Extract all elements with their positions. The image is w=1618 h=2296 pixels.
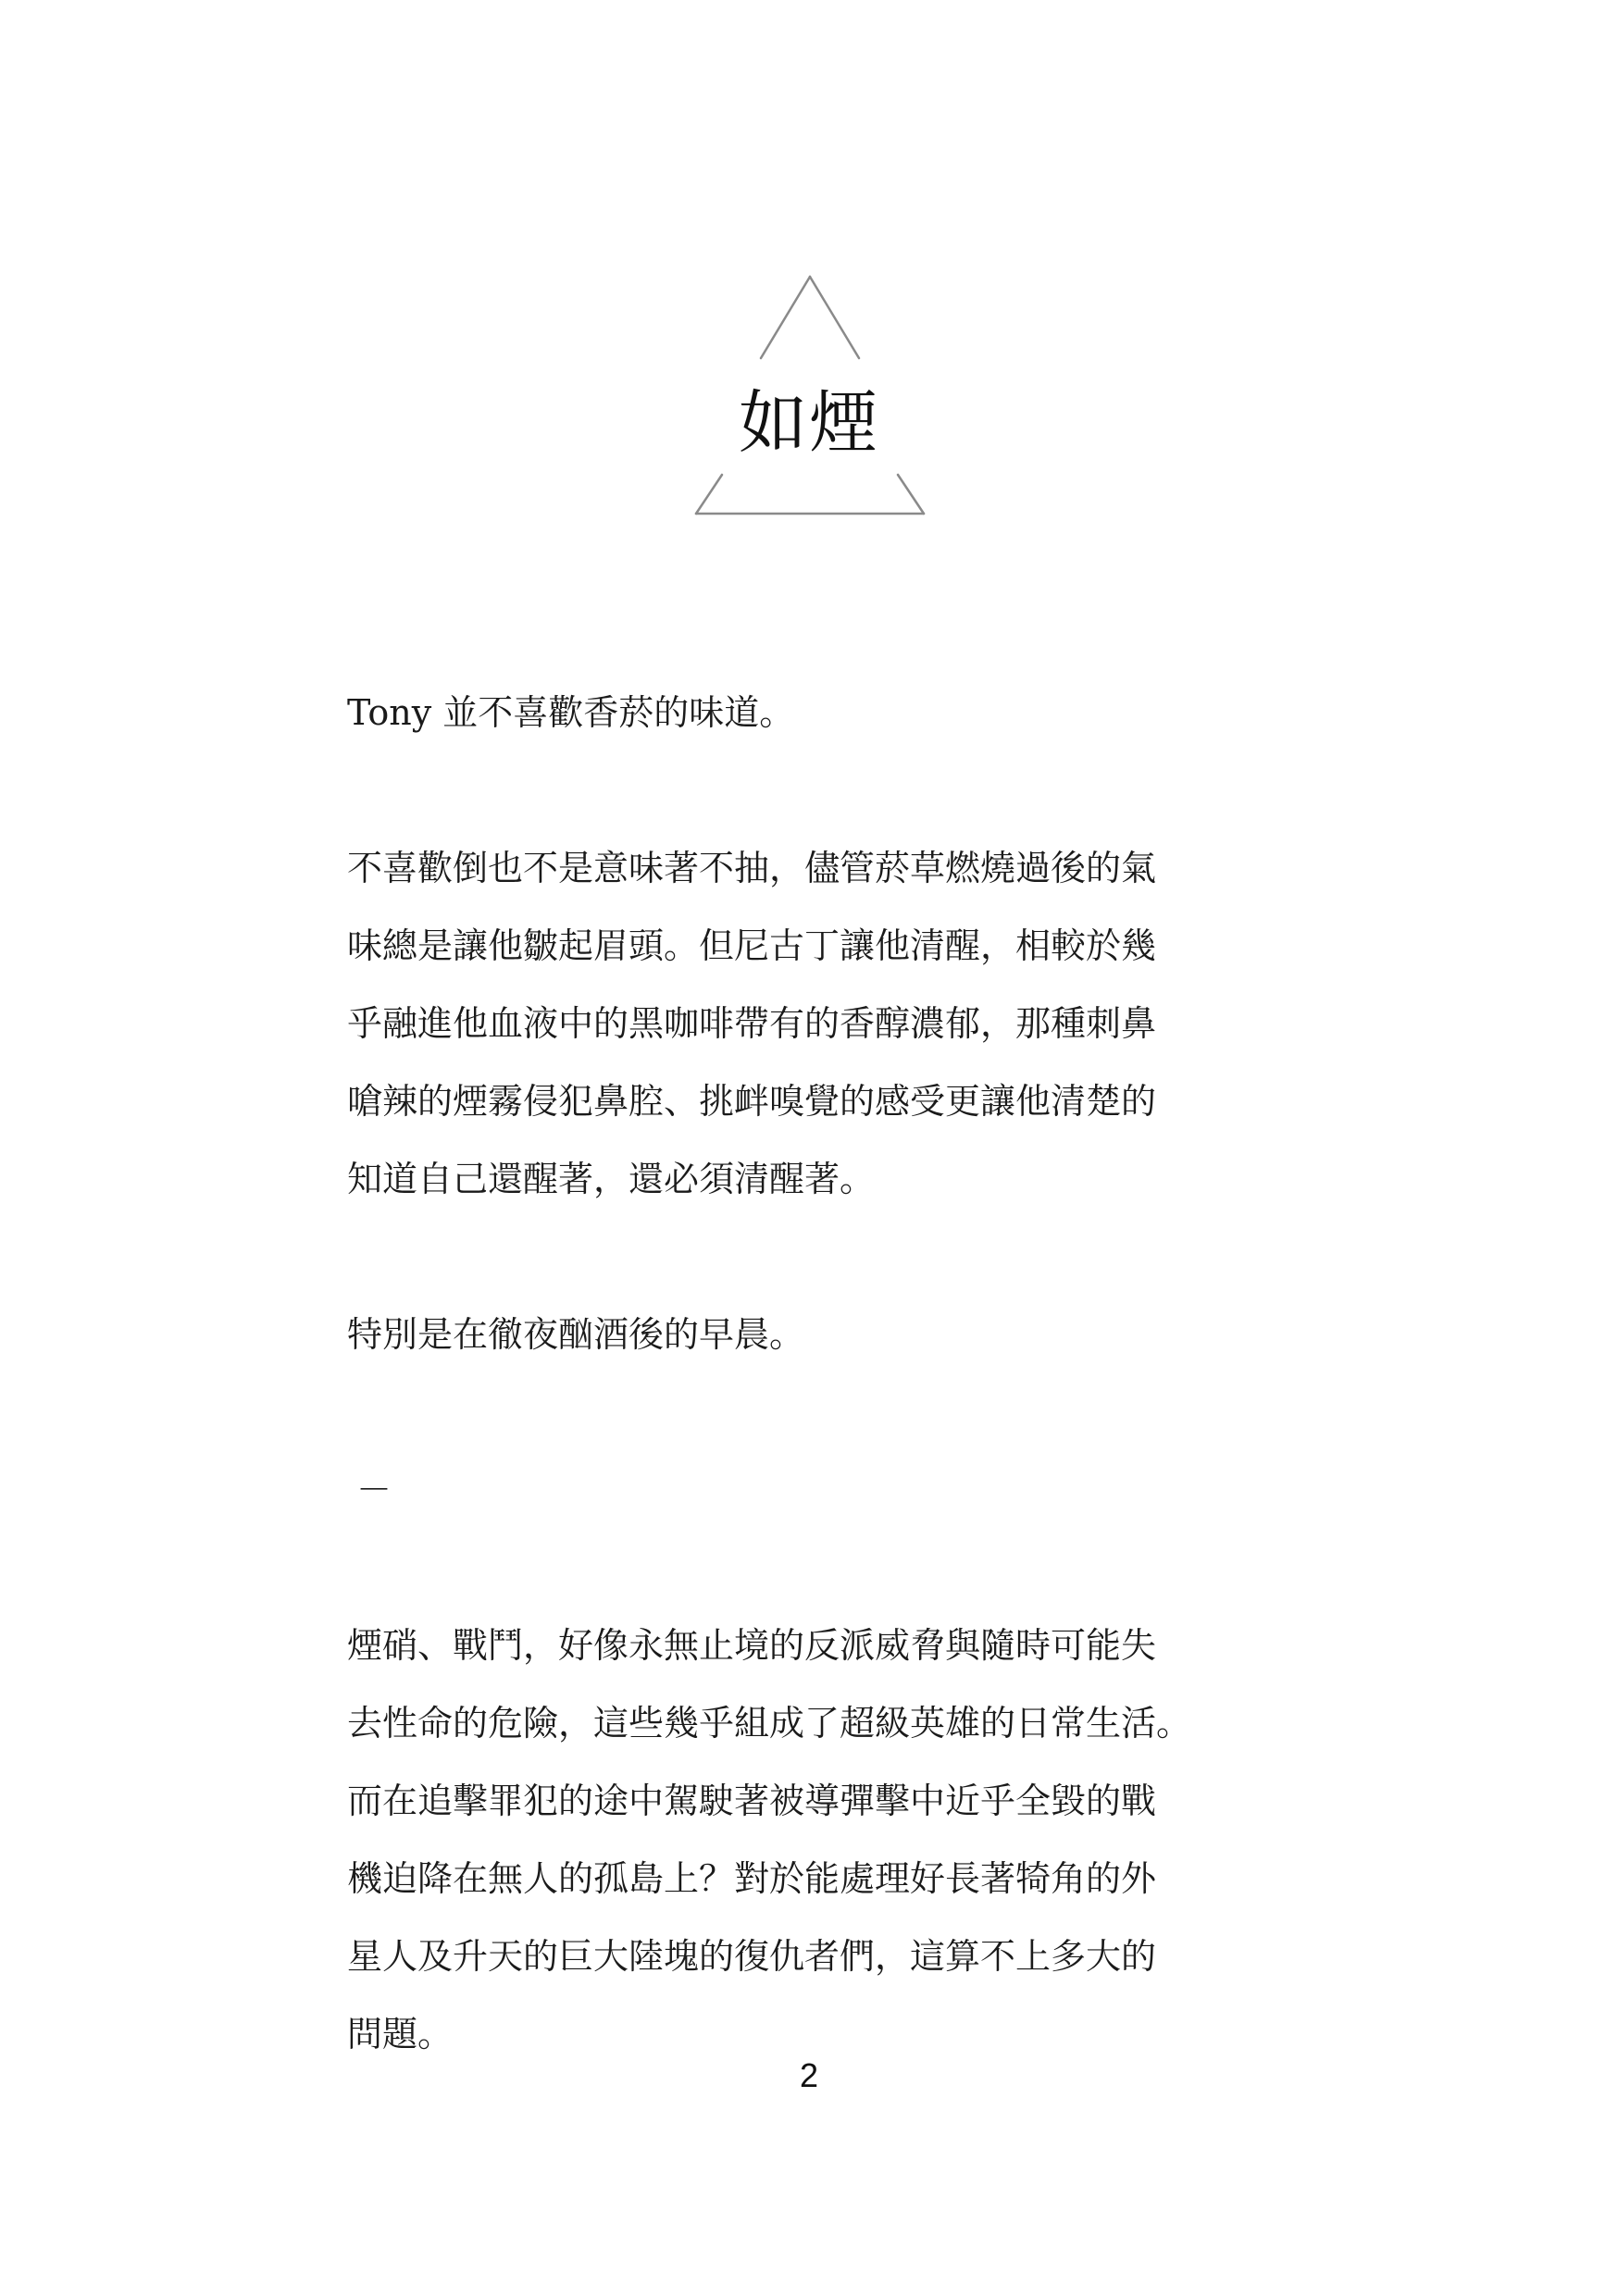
paragraph-heroes: 煙硝、戰鬥，好像永無止境的反派威脅與隨時可能失 去性命的危險，這些幾乎組成了超級英雄的日常生活。 而在追擊罪犯的途中駕駛著被導彈擊中近乎全毀的戰 機迫降在無人的孤島上？對於能處理好長著犄角的外 星人及升天的巨大陸塊的復仇者們，這算不上多大的 問題。: [347, 1625, 1192, 2054]
section-divider: －: [356, 1470, 392, 1510]
chapter-title: 如煙: [739, 383, 879, 463]
paragraph-opening: Tony 並不喜歡香菸的味道。: [347, 692, 795, 733]
paragraph-nicotine: 不喜歡倒也不是意味著不抽，儘管菸草燃燒過後的氣 味總是讓他皺起眉頭。但尼古丁讓他清醒，相較於幾 乎融進他血液中的黑咖啡帶有的香醇濃郁，那種刺鼻 嗆辣的煙霧侵犯鼻腔、挑衅嗅覺的感受更讓他清楚的 知道自己還醒著，還必須清醒著。: [347, 848, 1157, 1199]
chapter-body: [347, 674, 1301, 2151]
page-number: 2: [799, 2056, 819, 2094]
paragraph-morning: 特別是在徹夜酗酒後的早晨。: [347, 1314, 805, 1355]
